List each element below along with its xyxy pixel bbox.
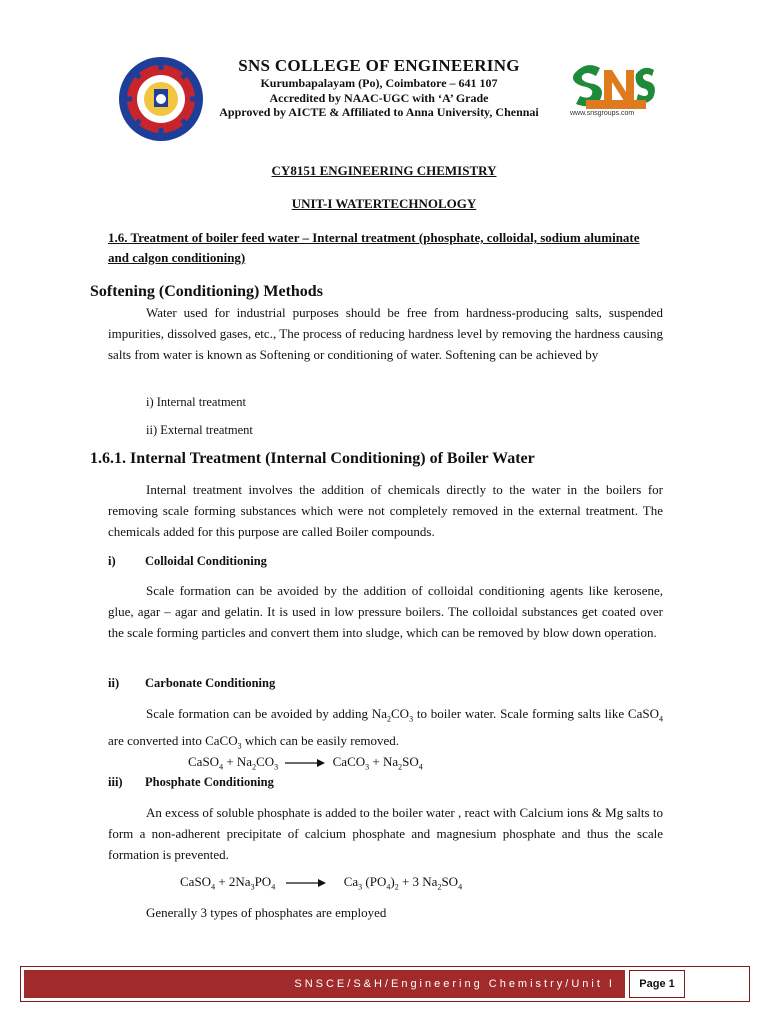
course-title: CY8151 ENGINEERING CHEMISTRY [271, 163, 497, 178]
softening-paragraph: Water used for industrial purposes should be free from hardness-producing salts, suspended impurities, dissolved gases, etc., The process of reducing hardness level by removing the hardness causing salts from water is known as Softening or conditioning of water. Softening can be achieved by [108, 305, 663, 362]
sub-title: Colloidal Conditioning [145, 554, 267, 568]
website-url: www.snsgroups.com [570, 110, 635, 117]
list-item: ii) External treatment [146, 423, 253, 437]
section-title: 1.6. Treatment of boiler feed water – Internal treatment (phosphate, colloidal, sodium aluminate and calgon conditioning) [108, 230, 640, 266]
reaction-arrow-icon [285, 759, 325, 767]
sub-title: Phosphate Conditioning [145, 775, 274, 789]
phosphate-paragraph: An excess of soluble phosphate is added to the boiler water , react with Calcium ions & Mg salts to form a non-adherent precipitate of calcium phosphate and magnesium phosphate and thus the scale formation is prevented. [108, 805, 663, 862]
phosphate-equation: CaSO$_4$ + $2Na_3PO_4$ $Ca_3$ $(PO_4)_2 + 3$ $Na_2SO_4$ [180, 874, 463, 892]
unit-title: UNIT-I WATERTECHNOLOGY [291, 196, 477, 211]
internal-treatment-paragraph: Internal treatment involves the addition of chemicals directly to the water in the boilers for removing scale forming substances which were not completely removed in the external treatment. The chemicals added for this purpose are called Boiler compounds. [108, 482, 663, 539]
college-name: SNS COLLEGE OF ENGINEERING [238, 56, 520, 75]
softening-heading: Softening (Conditioning) Methods [90, 283, 323, 300]
sub-title: Carbonate Conditioning [145, 676, 276, 690]
internal-treatment-heading: 1.6.1. Internal Treatment (Internal Conditioning) of Boiler Water [90, 450, 535, 467]
page-number: Page 1 [629, 970, 685, 998]
college-accreditation: Accredited by NAAC-UGC with ‘A’ Grade [269, 90, 489, 105]
reaction-arrow-icon [286, 879, 326, 887]
page-footer [20, 966, 750, 1002]
college-address: Kurumbapalayam (Po), Coimbatore – 641 107 [260, 76, 498, 91]
carbonate-paragraph: Scale formation can be avoided by adding $Na_2CO_3$ to boiler water. Scale forming salts like CaSO$_4$ are converted into CaCO$_3$ which can be easily removed. [108, 706, 663, 751]
sub-number: iii) [108, 775, 123, 789]
sub-number: i) [108, 554, 116, 568]
phosphate-closing: Generally 3 types of phosphates are employed [146, 905, 387, 920]
colloidal-paragraph: Scale formation can be avoided by the addition of colloidal conditioning agents like kerosene, glue, agar – agar and gelatin. It is used in low pressure boilers. The colloidal substances get coated over the scale forming particles and convert them into sludge, which can be removed by blow down operation. [108, 583, 663, 640]
carbonate-equation: CaSO$_4$ + $Na_2CO_3$ CaCO$_3$ + $Na_2SO_4$ [188, 754, 423, 772]
sub-number: ii) [108, 676, 120, 690]
carbonate-subheading [108, 676, 275, 691]
phosphate-subheading [108, 775, 274, 790]
college-info [206, 56, 552, 120]
document-header [0, 0, 768, 140]
college-emblem-icon [118, 56, 204, 142]
footer-bar: SNSCE/S&H/Engineering Chemistry/Unit I [24, 970, 625, 998]
list-item: i) Internal treatment [146, 395, 246, 409]
college-approval: Approved by AICTE & Affiliated to Anna University, Chennai [219, 105, 539, 120]
colloidal-subheading [108, 554, 267, 569]
